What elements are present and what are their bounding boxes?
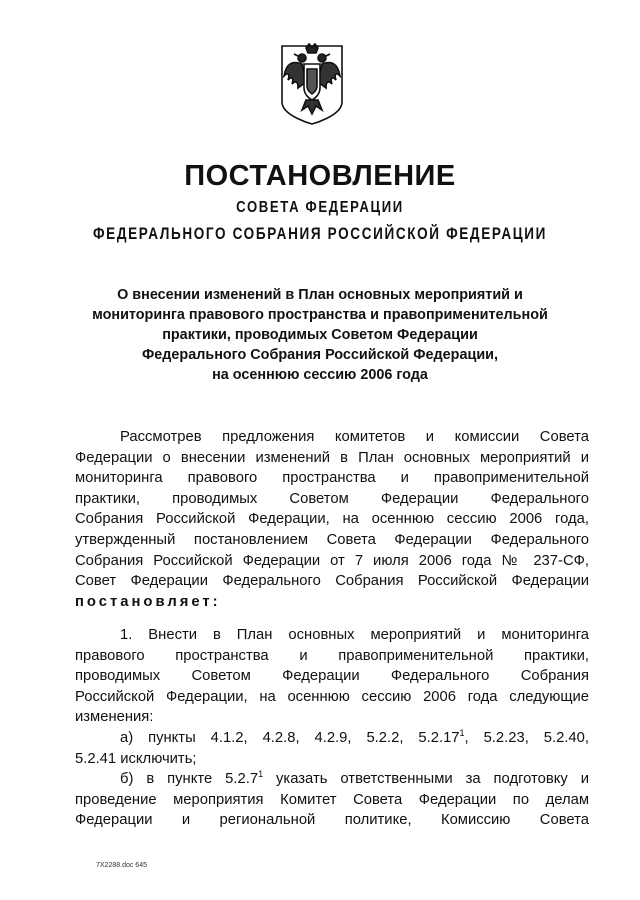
paragraph-line: мониторинга правового пространства и правоприменительной xyxy=(75,470,589,487)
paragraph-line: 5.2.41 исключить; xyxy=(75,750,197,767)
document-title: ПОСТАНОВЛЕНИЕ xyxy=(184,160,456,192)
paragraph-line: правового пространства и правоприменительной практики, xyxy=(75,647,589,664)
subject-line: практики, проводимых Советом Федерации xyxy=(162,327,478,343)
subject-line: мониторинга правового пространства и правоприменительной xyxy=(92,307,548,323)
paragraph-line: Собрания Российской Федерации, на осеннюю сессию 2006 года, xyxy=(75,511,589,528)
superscript: 1 xyxy=(258,769,264,780)
paragraph-line: практики, проводимых Советом Федерации Федерального xyxy=(75,490,589,507)
document-issuer-line1: СОВЕТА ФЕДЕРАЦИИ xyxy=(236,199,404,216)
paragraph-line: проведение мероприятия Комитет Совета Федерации по делам xyxy=(75,791,589,808)
document-subject xyxy=(60,285,580,385)
subitem-a-text: а) пункты 4.1.2, 4.2.8, 4.2.9, 5.2.2, 5.2.17 xyxy=(120,729,460,746)
paragraph-line: изменения: xyxy=(75,709,154,726)
paragraph-line: проводимых Советом Федерации Федерального Собрания xyxy=(75,668,589,685)
resolution-verb: постановляет: xyxy=(75,593,221,610)
subitem-a-text: , 5.2.23, 5.2.40, xyxy=(464,729,589,746)
preamble-paragraph xyxy=(75,427,589,612)
subject-line: Федерального Собрания Российской Федерации, xyxy=(141,347,499,363)
subitem-a-line xyxy=(75,728,589,749)
paragraph-line: утвержденный постановлением Совета Федерации Федерального xyxy=(75,531,589,548)
subject-line: О внесении изменений в План основных мероприятий и xyxy=(117,287,523,303)
subitem-b-text: б) в пункте 5.2.7 xyxy=(120,771,259,788)
paragraph-line: Совет Федерации Федерального Собрания Российской Федерации xyxy=(75,573,589,590)
paragraph-line: Российской Федерации, на осеннюю сессию 2006 года следующие xyxy=(75,688,589,705)
paragraph-line: 1. Внести в План основных мероприятий и мониторинга xyxy=(120,627,589,643)
paragraph-line: Собрания Российской Федерации от 7 июля 2006 года № 237-СФ, xyxy=(75,552,589,569)
superscript: 1 xyxy=(459,727,465,738)
item-1-paragraph xyxy=(75,625,589,831)
paragraph-line: Федерации и региональной политике, Комиссию Совета xyxy=(75,812,589,829)
paragraph-line: Рассмотрев предложения комитетов и комиссии Совета xyxy=(120,429,589,445)
document-issuer-line2: ФЕДЕРАЛЬНОГО СОБРАНИЯ РОССИЙСКОЙ ФЕДЕРАЦИИ xyxy=(92,225,548,243)
subitem-b-line xyxy=(75,769,589,790)
file-reference: 7X2288.doc 645 xyxy=(96,862,147,869)
subitem-b-text: указать ответственными за подготовку и xyxy=(263,771,589,788)
paragraph-line: Федерации о внесении изменений в План основных мероприятий и xyxy=(75,449,589,466)
subject-line: на осеннюю сессию 2006 года xyxy=(212,367,428,383)
coat-of-arms-emblem-icon xyxy=(280,42,344,126)
